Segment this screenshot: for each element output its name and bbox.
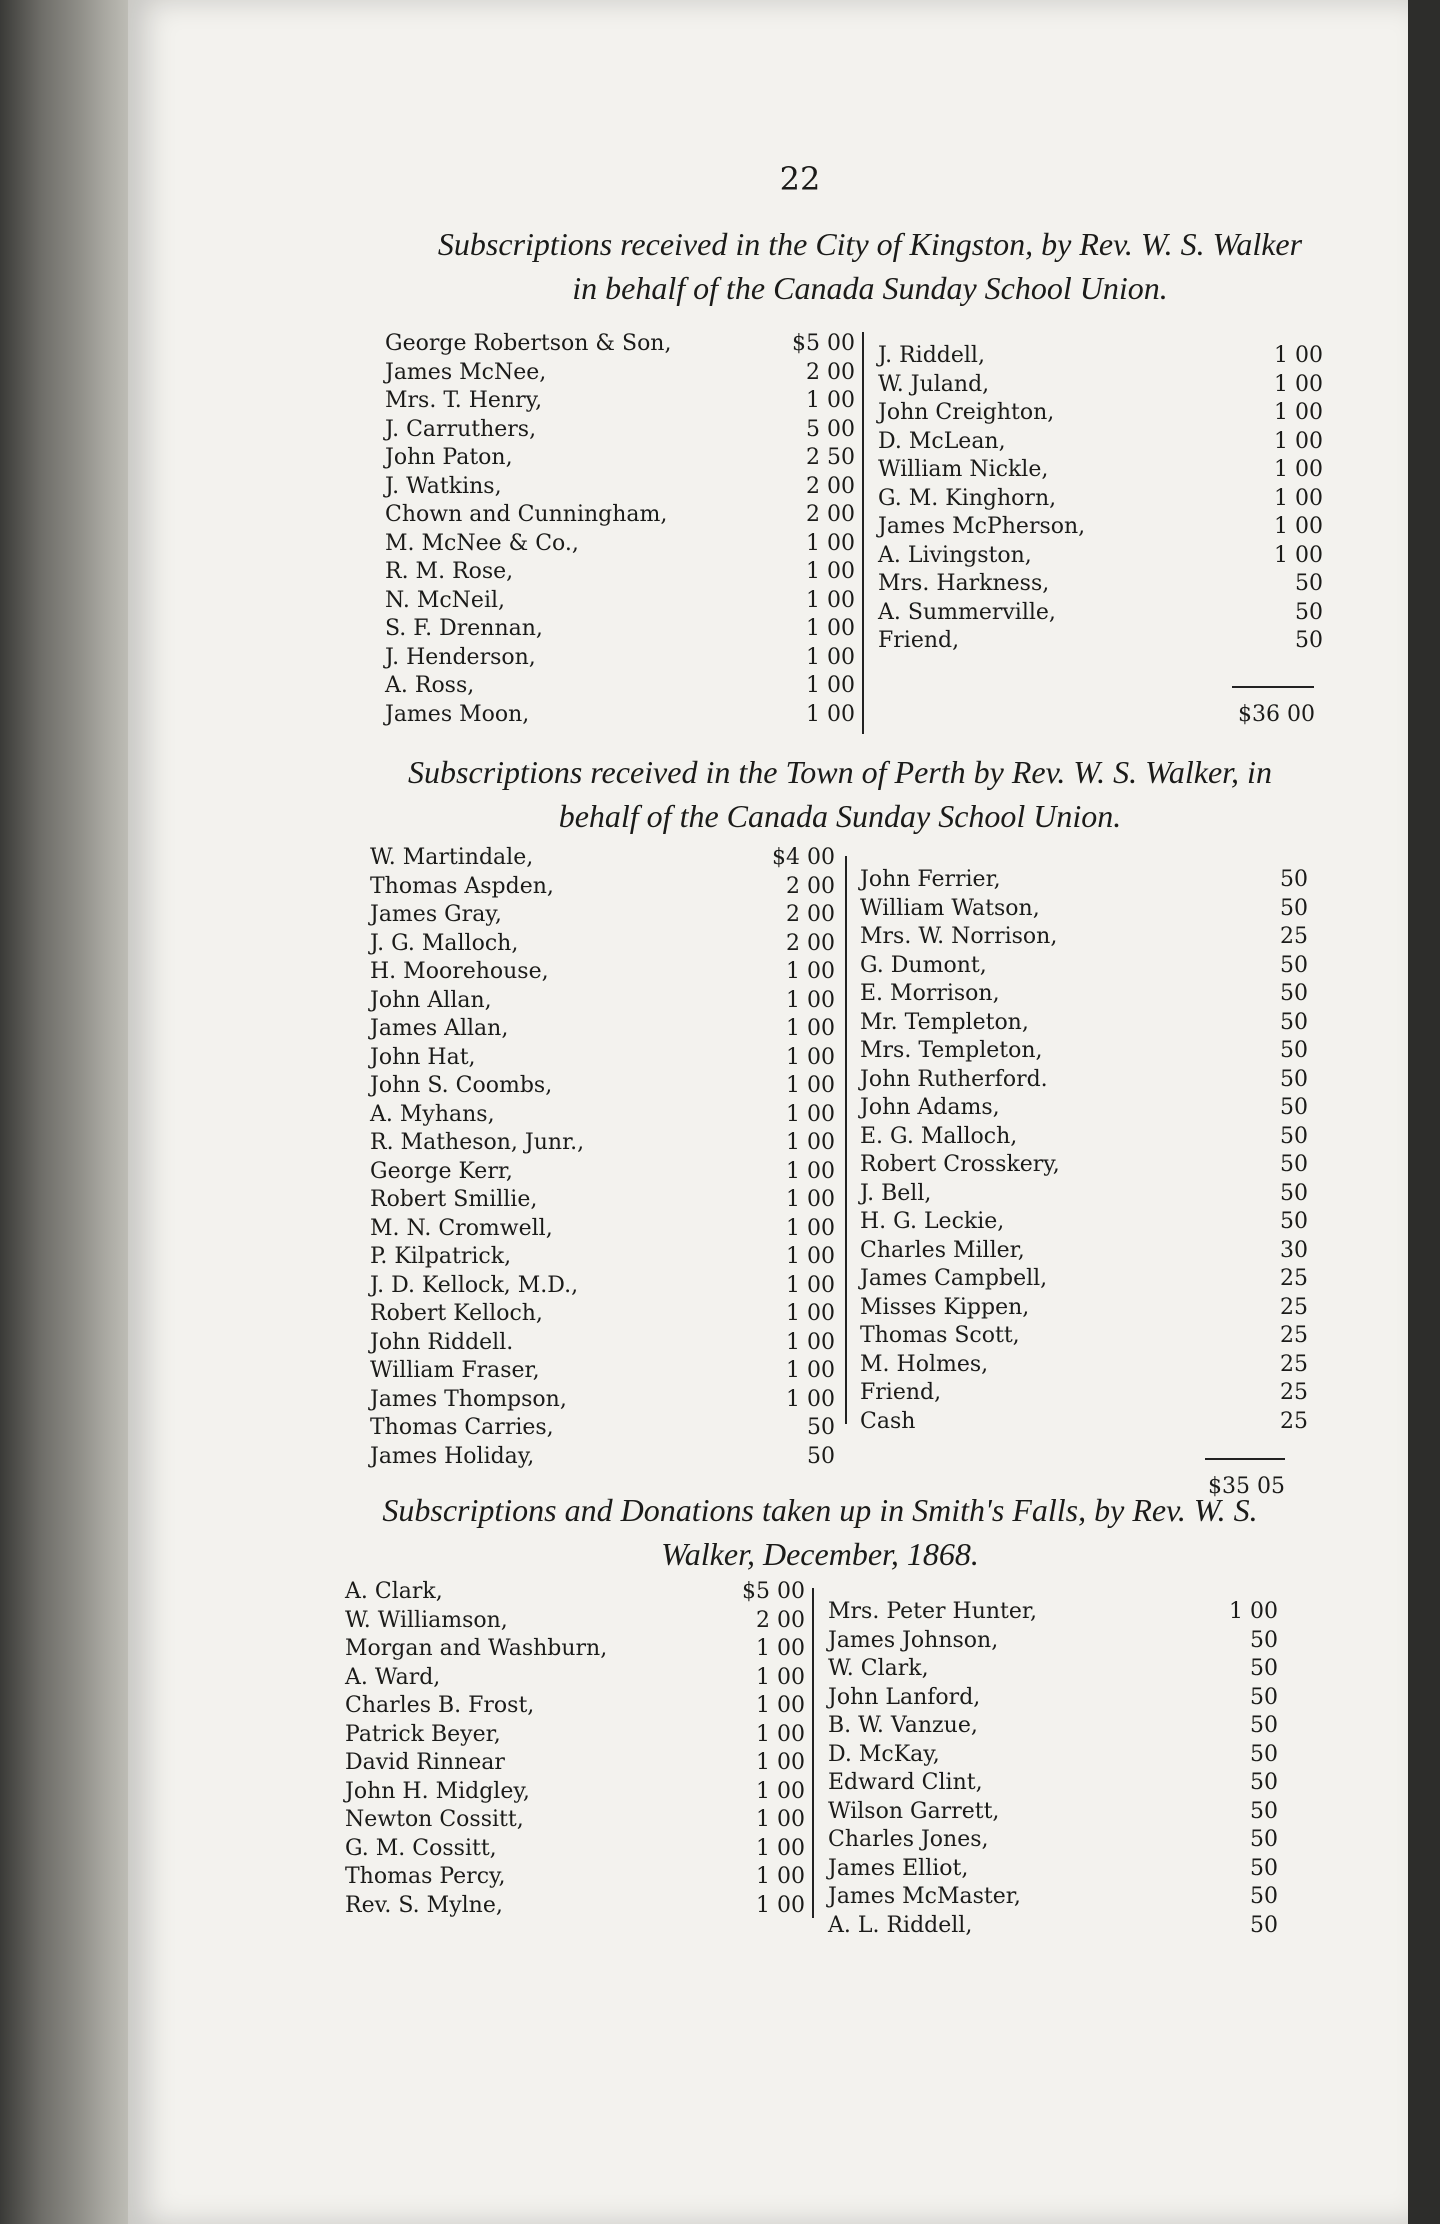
subscriber-name: John Allan, <box>370 987 492 1013</box>
subscriber-name: Misses Kippen, <box>860 1294 1030 1320</box>
subscription-entry <box>370 1272 835 1301</box>
subscriber-name: E. G. Malloch, <box>860 1123 1018 1149</box>
subscriber-name: J. Bell, <box>860 1180 932 1206</box>
subscriber-name: James Campbell, <box>860 1266 1048 1291</box>
subscription-entry <box>370 873 835 902</box>
subscriber-name: P. Kilpatrick, <box>370 1244 512 1269</box>
subscription-entry <box>370 844 835 873</box>
subscriber-name: Thomas Scott, <box>860 1323 1020 1348</box>
subscription-entry <box>860 1094 1308 1123</box>
subscriber-name: Charles Jones, <box>828 1827 989 1852</box>
subscriber-name: John H. Midgley, <box>345 1778 530 1804</box>
subscription-amount: 50 <box>1280 1180 1308 1206</box>
section-heading-perth <box>360 750 1320 838</box>
subscription-amount: 50 <box>1280 1009 1308 1035</box>
subscription-entry <box>860 1151 1308 1180</box>
subscription-entry <box>345 1892 805 1921</box>
subscription-entry <box>370 1101 835 1130</box>
subscription-amount: 1 00 <box>1274 457 1323 482</box>
subscription-amount: 1 00 <box>1274 343 1323 368</box>
subscription-amount: 50 <box>1280 1038 1308 1063</box>
subscriber-name: Rev. S. Mylne, <box>345 1892 503 1918</box>
subscriber-name: John Hat, <box>370 1044 476 1070</box>
subscription-amount: 50 <box>1250 1855 1278 1881</box>
subscription-amount: 1 00 <box>756 1778 805 1804</box>
subscriber-name: A. Ross, <box>385 673 475 698</box>
subscription-entry <box>828 1855 1278 1884</box>
subscriber-name: Robert Crosskery, <box>860 1152 1060 1177</box>
subscriber-name: Charles Miller, <box>860 1237 1025 1263</box>
subscription-entry <box>828 1627 1278 1656</box>
subscription-amount: 50 <box>1250 1798 1278 1824</box>
subscription-amount: 1 00 <box>786 1044 835 1070</box>
subscriber-name: Morgan and Washburn, <box>345 1636 608 1661</box>
subscription-entry <box>385 644 855 673</box>
subscription-amount: $4 00 <box>772 845 835 870</box>
subscriber-name: James Thompson, <box>370 1386 567 1412</box>
subscription-amount: 1 00 <box>1274 428 1323 454</box>
subscriber-name: G. Dumont, <box>860 952 987 978</box>
subscriber-name: David Rinnear <box>345 1750 505 1775</box>
kingston-left-column <box>385 330 855 729</box>
subscriber-name: James Johnson, <box>828 1627 999 1653</box>
subscriber-name: H. G. Leckie, <box>860 1209 1005 1234</box>
subscription-amount: 2 00 <box>806 473 855 499</box>
subscription-entry <box>385 359 855 388</box>
subscriber-name: James Allan, <box>370 1016 509 1041</box>
subscription-amount: 1 00 <box>786 1158 835 1184</box>
subscription-entry <box>370 1300 835 1329</box>
subscription-entry <box>878 399 1323 428</box>
subscription-amount: 50 <box>1280 1123 1308 1149</box>
subscription-amount: 1 00 <box>786 1301 835 1326</box>
subscriber-name: James McMaster, <box>828 1884 1021 1909</box>
subscription-amount: 2 00 <box>786 873 835 899</box>
subscriber-name: G. M. Kinghorn, <box>878 485 1057 511</box>
perth-total: $35 05 <box>1208 1474 1285 1499</box>
subscription-entry <box>828 1798 1278 1827</box>
subscription-entry <box>345 1692 805 1721</box>
subscription-amount: 1 00 <box>786 987 835 1013</box>
column-divider <box>812 1588 814 1918</box>
subscription-entry <box>878 342 1323 371</box>
subscription-amount: 50 <box>1295 571 1323 596</box>
subscriber-name: E. Morrison, <box>860 981 1000 1006</box>
subscription-entry <box>345 1806 805 1835</box>
subscription-entry <box>828 1769 1278 1798</box>
subscription-entry <box>860 923 1308 952</box>
subscriber-name: W. Juland, <box>878 371 990 397</box>
subscriber-name: William Nickle, <box>878 457 1049 482</box>
subscription-amount: 1 00 <box>786 1244 835 1269</box>
subscription-entry <box>878 456 1323 485</box>
subscription-amount: 25 <box>1280 1294 1308 1320</box>
subscription-amount: 2 00 <box>786 930 835 956</box>
column-divider <box>862 332 864 734</box>
subscription-entry <box>370 1329 835 1358</box>
subscription-entry <box>385 530 855 559</box>
subscriber-name: Mr. Templeton, <box>860 1009 1029 1035</box>
total-rule <box>1232 686 1314 688</box>
subscriber-name: James Moon, <box>385 701 530 727</box>
subscriber-name: John S. Coombs, <box>370 1073 553 1098</box>
subscription-amount: 1 00 <box>786 959 835 984</box>
subscriber-name: Cash <box>860 1408 916 1434</box>
subscriber-name: James Elliot, <box>828 1855 969 1881</box>
column-divider <box>845 856 847 1424</box>
subscriber-name: John Rutherford. <box>860 1066 1048 1092</box>
subscription-entry <box>385 587 855 616</box>
subscription-entry <box>370 1158 835 1187</box>
subscription-amount: 2 00 <box>786 902 835 927</box>
subscriber-name: Mrs. Peter Hunter, <box>828 1599 1037 1624</box>
subscription-amount: 1 00 <box>1274 514 1323 539</box>
subscription-amount: 50 <box>1250 1684 1278 1710</box>
subscription-entry <box>385 330 855 359</box>
subscriber-name: J. Carruthers, <box>385 416 537 442</box>
total-rule <box>1205 1458 1285 1460</box>
subscriber-name: George Robertson & Son, <box>385 331 672 356</box>
subscriber-name: George Kerr, <box>370 1158 513 1184</box>
subscription-entry <box>860 895 1308 924</box>
subscription-amount: 1 00 <box>756 1807 805 1832</box>
subscriber-name: N. McNeil, <box>385 587 506 613</box>
section-heading-kingston <box>390 222 1350 310</box>
subscription-entry <box>878 371 1323 400</box>
heading-line: in behalf of the Canada Sunday School Union. <box>572 270 1168 306</box>
subscription-amount: 2 00 <box>756 1607 805 1633</box>
subscription-entry <box>345 1835 805 1864</box>
subscription-entry <box>828 1655 1278 1684</box>
subscription-entry <box>860 1123 1308 1152</box>
subscription-entry <box>878 513 1323 542</box>
subscriber-name: A. Ward, <box>345 1664 441 1690</box>
subscription-amount: 50 <box>1295 628 1323 653</box>
subscription-amount: 25 <box>1280 1266 1308 1291</box>
subscription-entry <box>370 1129 835 1158</box>
subscription-entry <box>860 1379 1308 1408</box>
kingston-right-column <box>878 342 1323 656</box>
page-number: 22 <box>779 160 821 198</box>
subscriber-name: J. Henderson, <box>385 644 536 670</box>
subscription-amount: 50 <box>1280 895 1308 921</box>
subscription-amount: 1 00 <box>806 559 855 584</box>
subscription-amount: 1 00 <box>786 1358 835 1383</box>
subscriber-name: H. Moorehouse, <box>370 959 549 984</box>
subscriber-name: William Watson, <box>860 895 1040 921</box>
smiths-falls-right-column <box>828 1598 1278 1940</box>
subscription-entry <box>828 1712 1278 1741</box>
subscription-amount: 50 <box>807 1443 835 1469</box>
subscriber-name: Robert Smillie, <box>370 1187 538 1212</box>
subscriber-name: Mrs. Harkness, <box>878 571 1050 596</box>
subscription-amount: 1 00 <box>786 1130 835 1155</box>
subscription-entry <box>828 1684 1278 1713</box>
subscriber-name: Newton Cossitt, <box>345 1807 524 1832</box>
subscriber-name: D. McLean, <box>878 428 1006 454</box>
subscription-amount: 1 00 <box>806 587 855 613</box>
subscription-entry <box>385 558 855 587</box>
subscription-amount: 2 00 <box>806 359 855 385</box>
subscription-entry <box>385 473 855 502</box>
subscription-entry <box>860 1351 1308 1380</box>
subscription-entry <box>345 1578 805 1607</box>
section-heading-smiths-falls <box>340 1488 1300 1576</box>
subscription-amount: 1 00 <box>806 530 855 556</box>
subscription-amount: 50 <box>1280 952 1308 978</box>
subscription-amount: 50 <box>1280 1095 1308 1120</box>
subscription-entry <box>878 428 1323 457</box>
subscription-entry <box>860 980 1308 1009</box>
subscription-amount: 25 <box>1280 1323 1308 1348</box>
subscriber-name: Thomas Aspden, <box>370 873 554 899</box>
subscription-entry <box>385 615 855 644</box>
subscription-amount: $5 00 <box>792 331 855 356</box>
subscription-entry <box>860 1237 1308 1266</box>
heading-line: Subscriptions received in the City of Kingston, by Rev. W. S. Walker <box>437 226 1303 262</box>
subscription-amount: 1 00 <box>806 616 855 641</box>
subscription-amount: 50 <box>1280 981 1308 1006</box>
subscription-entry <box>370 1186 835 1215</box>
subscriber-name: Friend, <box>860 1380 942 1405</box>
subscriber-name: James McNee, <box>385 359 547 385</box>
subscriber-name: Edward Clint, <box>828 1770 983 1795</box>
heading-line: behalf of the Canada Sunday School Union. <box>558 798 1122 834</box>
subscription-entry <box>860 866 1308 895</box>
subscriber-name: James Holiday, <box>370 1443 535 1469</box>
subscription-amount: 1 00 <box>786 1215 835 1241</box>
subscription-amount: 1 00 <box>786 1386 835 1412</box>
subscription-entry <box>345 1664 805 1693</box>
subscriber-name: S. F. Drennan, <box>385 616 543 641</box>
subscription-entry <box>370 1357 835 1386</box>
subscription-amount: 50 <box>1280 1209 1308 1234</box>
subscription-entry <box>385 501 855 530</box>
subscription-entry <box>370 930 835 959</box>
subscription-entry <box>385 672 855 701</box>
subscriber-name: D. McKay, <box>828 1741 940 1767</box>
subscriber-name: G. M. Cossitt, <box>345 1835 497 1861</box>
subscription-entry <box>860 952 1308 981</box>
subscriber-name: J. D. Kellock, M.D., <box>370 1272 579 1298</box>
subscription-entry <box>878 485 1323 514</box>
subscriber-name: Friend, <box>878 628 960 653</box>
subscription-entry <box>860 1408 1308 1437</box>
subscription-amount: 50 <box>1250 1627 1278 1653</box>
perth-left-column <box>370 844 835 1471</box>
subscription-amount: 1 00 <box>1274 542 1323 568</box>
subscription-entry <box>370 1072 835 1101</box>
subscription-entry <box>878 627 1323 656</box>
subscription-amount: 1 00 <box>806 701 855 727</box>
subscription-entry <box>385 387 855 416</box>
subscriber-name: A. Summerville, <box>878 599 1056 625</box>
subscription-amount: 50 <box>1250 1884 1278 1909</box>
subscriber-name: John Ferrier, <box>860 867 1001 892</box>
subscription-amount: 1 00 <box>786 1016 835 1041</box>
heading-line: Subscriptions received in the Town of Perth by Rev. W. S. Walker, in <box>408 754 1272 790</box>
subscriber-name: Thomas Carries, <box>370 1415 554 1440</box>
subscription-entry <box>828 1598 1278 1627</box>
subscription-amount: 50 <box>1280 1152 1308 1177</box>
subscription-entry <box>828 1883 1278 1912</box>
subscription-amount: 1 00 <box>806 673 855 698</box>
subscription-amount: 50 <box>807 1415 835 1440</box>
subscription-amount: 1 00 <box>756 1636 805 1661</box>
subscriber-name: M. Holmes, <box>860 1351 989 1377</box>
subscription-entry <box>370 1414 835 1443</box>
subscription-amount: 30 <box>1280 1237 1308 1263</box>
subscription-entry <box>370 1243 835 1272</box>
subscriber-name: M. McNee & Co., <box>385 530 579 556</box>
subscription-entry <box>370 901 835 930</box>
subscription-entry <box>860 1066 1308 1095</box>
subscription-entry <box>860 1009 1308 1038</box>
subscription-amount: 25 <box>1280 924 1308 949</box>
subscription-entry <box>370 1386 835 1415</box>
heading-line: Walker, December, 1868. <box>661 1536 979 1572</box>
subscription-amount: 50 <box>1280 867 1308 892</box>
subscription-entry <box>345 1749 805 1778</box>
subscription-amount: 50 <box>1295 599 1323 625</box>
subscriber-name: Chown and Cunningham, <box>385 502 668 527</box>
subscription-amount: 1 00 <box>1229 1599 1278 1624</box>
subscription-amount: 50 <box>1250 1912 1278 1938</box>
subscriber-name: R. Matheson, Junr., <box>370 1130 585 1155</box>
subscription-entry <box>345 1863 805 1892</box>
subscription-entry <box>345 1721 805 1750</box>
subscription-entry <box>860 1265 1308 1294</box>
subscriber-name: John Riddell. <box>370 1329 514 1355</box>
subscription-amount: 1 00 <box>806 644 855 670</box>
subscriber-name: John Creighton, <box>878 400 1055 425</box>
subscriber-name: J. Riddell, <box>878 343 985 368</box>
subscription-amount: 50 <box>1250 1827 1278 1852</box>
subscription-entry <box>828 1826 1278 1855</box>
subscription-amount: $5 00 <box>742 1579 805 1604</box>
subscriber-name: James McPherson, <box>878 514 1086 539</box>
subscription-amount: 50 <box>1250 1741 1278 1767</box>
subscriber-name: A. Clark, <box>345 1579 443 1604</box>
subscriber-name: J. G. Malloch, <box>370 930 519 956</box>
subscriber-name: R. M. Rose, <box>385 559 514 584</box>
subscriber-name: B. W. Vanzue, <box>828 1713 978 1738</box>
subscription-entry <box>828 1912 1278 1941</box>
subscription-amount: 1 00 <box>1274 485 1323 511</box>
subscriber-name: Patrick Beyer, <box>345 1721 501 1747</box>
subscription-amount: 1 00 <box>756 1892 805 1918</box>
subscription-amount: 5 00 <box>806 416 855 442</box>
subscription-entry <box>370 1215 835 1244</box>
subscription-amount: 50 <box>1280 1066 1308 1092</box>
subscription-amount: 1 00 <box>1274 371 1323 397</box>
subscriber-name: John Paton, <box>385 445 513 470</box>
subscriber-name: John Adams, <box>860 1095 1000 1120</box>
subscription-amount: 50 <box>1250 1770 1278 1795</box>
subscriber-name: Wilson Garrett, <box>828 1798 1000 1824</box>
kingston-total: $36 00 <box>1238 702 1315 727</box>
subscriber-name: Thomas Percy, <box>345 1864 506 1889</box>
subscriber-name: Charles B. Frost, <box>345 1693 535 1718</box>
subscription-entry <box>860 1180 1308 1209</box>
subscriber-name: James Gray, <box>370 902 502 927</box>
subscription-entry <box>345 1778 805 1807</box>
subscriber-name: W. Martindale, <box>370 845 534 870</box>
subscriber-name: W. Clark, <box>828 1656 929 1681</box>
subscription-entry <box>385 444 855 473</box>
subscription-entry <box>385 701 855 730</box>
subscription-amount: 2 00 <box>806 502 855 527</box>
subscriber-name: Robert Kelloch, <box>370 1301 543 1326</box>
subscription-amount: 2 50 <box>806 445 855 470</box>
subscriber-name: J. Watkins, <box>385 473 502 499</box>
subscription-entry <box>385 416 855 445</box>
subscription-amount: 1 00 <box>756 1750 805 1775</box>
subscription-entry <box>860 1208 1308 1237</box>
subscription-entry <box>345 1607 805 1636</box>
subscription-amount: 50 <box>1250 1713 1278 1738</box>
subscription-entry <box>370 1015 835 1044</box>
subscriber-name: William Fraser, <box>370 1358 540 1383</box>
subscription-amount: 1 00 <box>806 388 855 413</box>
subscription-amount: 1 00 <box>786 1329 835 1355</box>
subscription-amount: 1 00 <box>756 1835 805 1861</box>
subscription-entry <box>860 1294 1308 1323</box>
subscription-amount: 25 <box>1280 1380 1308 1405</box>
subscriber-name: A. Livingston, <box>878 542 1032 568</box>
subscriber-name: A. Myhans, <box>370 1101 495 1127</box>
subscription-amount: 1 00 <box>756 1693 805 1718</box>
subscription-entry <box>345 1635 805 1664</box>
subscription-entry <box>370 987 835 1016</box>
subscription-amount: 1 00 <box>756 1721 805 1747</box>
subscription-entry <box>860 1037 1308 1066</box>
subscription-entry <box>370 958 835 987</box>
subscription-entry <box>370 1044 835 1073</box>
perth-right-column <box>860 866 1308 1436</box>
subscription-amount: 50 <box>1250 1656 1278 1681</box>
subscription-entry <box>370 1443 835 1472</box>
subscription-entry <box>878 542 1323 571</box>
subscription-amount: 1 00 <box>786 1272 835 1298</box>
subscriber-name: Mrs. W. Norrison, <box>860 924 1058 949</box>
heading-line: Subscriptions and Donations taken up in Smith's Falls, by Rev. W. S. <box>382 1492 1258 1528</box>
subscriber-name: W. Williamson, <box>345 1607 508 1633</box>
subscriber-name: John Lanford, <box>828 1684 981 1710</box>
subscription-entry <box>828 1741 1278 1770</box>
smiths-falls-left-column <box>345 1578 805 1920</box>
subscription-amount: 25 <box>1280 1408 1308 1434</box>
book-binding <box>0 0 140 2224</box>
subscriber-name: M. N. Cromwell, <box>370 1215 553 1241</box>
subscription-entry <box>878 570 1323 599</box>
subscription-amount: 1 00 <box>786 1187 835 1212</box>
subscription-entry <box>860 1322 1308 1351</box>
subscription-entry <box>878 599 1323 628</box>
subscription-amount: 1 00 <box>756 1864 805 1889</box>
subscriber-name: Mrs. T. Henry, <box>385 388 543 413</box>
subscription-amount: 1 00 <box>756 1664 805 1690</box>
subscription-amount: 25 <box>1280 1351 1308 1377</box>
subscription-amount: 1 00 <box>786 1101 835 1127</box>
subscription-amount: 1 00 <box>1274 400 1323 425</box>
subscriber-name: A. L. Riddell, <box>828 1912 973 1938</box>
subscriber-name: Mrs. Templeton, <box>860 1038 1043 1063</box>
subscription-amount: 1 00 <box>786 1073 835 1098</box>
